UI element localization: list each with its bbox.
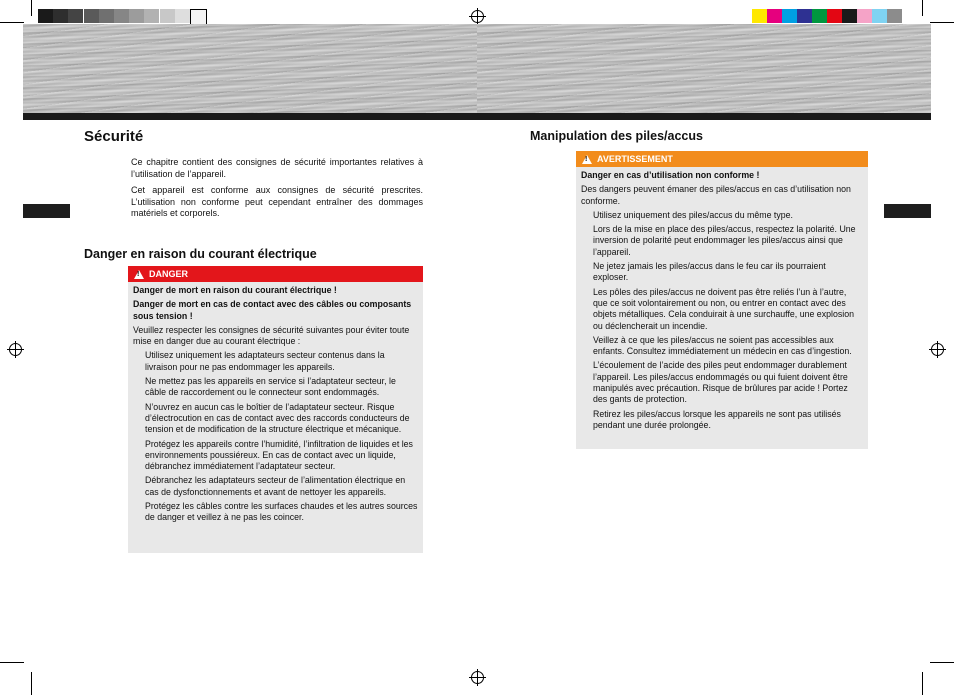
banner-underline [23,113,931,120]
warning-item: Veillez à ce que les piles/accus ne soient pas accessibles aux enfants. Consultez immédiatement un médecin en cas d’ingestion. [593,334,852,357]
header-banner-right [477,24,931,114]
danger-item: Débranchez les adaptateurs secteur de l’alimentation électrique en cas de dysfonctionnements et avant de nettoyer les appareils. [145,475,406,497]
color-swatch [887,9,902,23]
danger-box [128,266,423,553]
color-swatch [752,9,767,23]
color-swatch [129,9,144,23]
crop-mark [922,672,923,695]
side-tab-right [884,204,931,218]
warning-triangle-icon: ! [582,155,592,164]
warning-item: Ne jetez jamais les piles/accus dans le feu car ils pourraient exploser. [593,261,826,283]
danger-item: N’ouvrez en aucun cas le boîtier de l’adaptateur secteur. Risque d’électrocution en cas de contact avec des raccords conducteurs de tension et de modification de la structure électrique et mécanique. [145,401,410,435]
color-swatch [38,9,53,23]
danger-item: Protégez les câbles contre les surfaces chaudes et les autres sources de danger et veillez à ne pas les coincer. [145,501,418,523]
color-swatch [68,9,83,23]
registration-mark-icon [471,671,484,684]
color-swatch [144,9,159,23]
intro-paragraph: Cet appareil est conforme aux consignes de sécurité prescrites. L’utilisation non conforme peut cependant entraîner des dommages matériels et corporels. [131,185,423,218]
color-swatch [114,9,129,23]
danger-item: Ne mettez pas les appareils en service si l’adaptateur secteur, le câble de raccordement ou le connecteur sont endommagés. [145,376,396,398]
page-title: Sécurité [84,128,144,145]
warning-bold-line: Danger en cas d’utilisation non conforme ! [581,170,760,180]
header-banner-left [23,24,477,114]
danger-label: DANGER [149,269,189,279]
warning-box [576,151,868,449]
warning-item: Lors de la mise en place des piles/accus, respectez la polarité. Une inversion de polarité peut endommager les piles/accus ainsi que l’appareil. [593,224,856,257]
crop-mark [922,0,923,16]
intro-paragraph: Ce chapitre contient des consignes de sécurité importantes relatives à l’utilisation de l’appareil. [131,157,423,179]
warning-label: AVERTISSEMENT [597,154,673,164]
color-swatch [812,9,827,23]
side-tab-left [23,204,70,218]
crop-mark [0,22,24,23]
warning-triangle-icon: ! [134,270,144,279]
warning-item: Retirez les piles/accus lorsque les appareils ne sont pas utilisés pendant une durée prolongée. [593,408,841,430]
color-swatch [84,9,99,23]
warning-item: Les pôles des piles/accus ne doivent pas être reliés l’un à l’autre, que ce soit volontairement ou non, ou entrer en contact avec des objets métalliques. Cela conduirait à une surchauffe, une explosion ou déclencherait un incendie. [593,286,854,331]
warning-item: Utilisez uniquement des piles/accus du même type. [593,209,793,220]
danger-item: Utilisez uniquement les adaptateurs secteur contenus dans la livraison pour ne pas endommager les appareils. [145,350,385,372]
warning-item: L’écoulement de l’acide des piles peut endommager durablement l’appareil. Les piles/accus endommagés ou qui fuient doivent être manipulés avec précaution. Risque de brûlures par acide ! Portez des gants de protection. [593,360,848,405]
color-swatch [797,9,812,23]
color-swatch [99,9,114,23]
warning-header [576,151,868,167]
crop-mark [930,22,954,23]
color-swatch [767,9,782,23]
color-swatch [190,9,207,25]
danger-bold-line: Danger de mort en cas de contact avec des câbles ou composants sous tension ! [133,299,412,321]
color-swatch [827,9,842,23]
danger-lead: Veuillez respecter les consignes de sécurité suivantes pour éviter toute mise en danger due au courant électrique : [133,324,410,347]
color-swatch [782,9,797,23]
crop-mark [31,0,32,16]
crop-mark [0,662,24,663]
warning-lead: Des dangers peuvent émaner des piles/accus en cas d’utilisation non conforme. [581,184,851,206]
section-title-batteries: Manipulation des piles/accus [530,129,703,143]
color-swatch [842,9,857,23]
crop-mark [930,662,954,663]
danger-header [128,266,423,282]
danger-bold-line: Danger de mort en raison du courant électrique ! [133,285,337,295]
registration-mark-icon [9,343,22,356]
color-swatch [175,9,190,23]
danger-item: Protégez les appareils contre l’humidité, l’infiltration de liquides et les environnements poussiéreux. En cas de contact avec un liquide, débranchez immédiatement l’adaptateur secteur. [145,438,413,472]
crop-mark [31,672,32,695]
color-swatch [857,9,872,23]
registration-mark-icon [471,10,484,23]
color-swatch [872,9,887,23]
color-swatch [160,9,175,23]
registration-mark-icon [931,343,944,356]
section-title-electric: Danger en raison du courant électrique [84,247,317,261]
color-swatch [53,9,68,23]
